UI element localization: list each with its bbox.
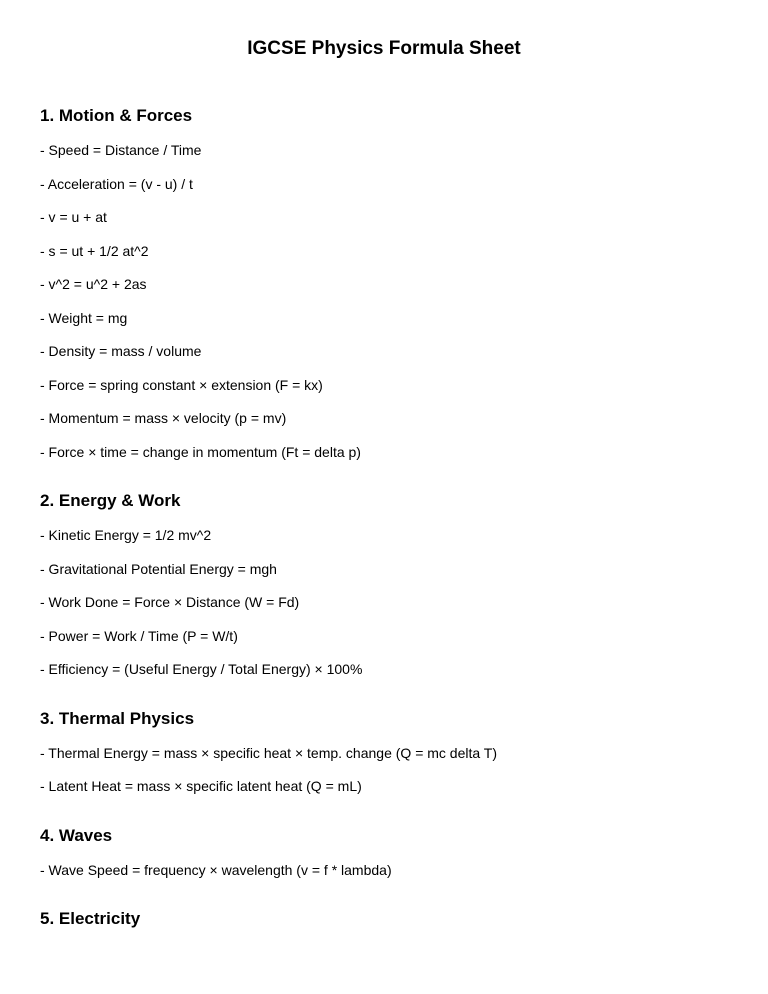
- section-heading-thermal-physics: 3. Thermal Physics: [40, 709, 195, 728]
- formula-line: - Wave Speed = frequency × wavelength (v = f * lambda): [40, 862, 392, 878]
- formula-line: - Momentum = mass × velocity (p = mv): [40, 410, 287, 426]
- section-heading-electricity: 5. Electricity: [40, 909, 141, 928]
- formula-line: - Force × time = change in momentum (Ft = delta p): [40, 444, 361, 460]
- formula-line: - Weight = mg: [40, 310, 128, 326]
- formula-line: - Work Done = Force × Distance (W = Fd): [40, 594, 300, 610]
- section-heading-motion-forces: 1. Motion & Forces: [40, 106, 193, 125]
- formula-line: - Thermal Energy = mass × specific heat × temp. change (Q = mc delta T): [40, 745, 498, 761]
- section-heading-waves: 4. Waves: [40, 826, 113, 845]
- formula-line: - Force = spring constant × extension (F = kx): [40, 377, 323, 393]
- formula-line: - Acceleration = (v - u) / t: [40, 176, 193, 192]
- page-title: IGCSE Physics Formula Sheet: [247, 38, 521, 59]
- formula-line: - v^2 = u^2 + 2as: [40, 276, 147, 292]
- formula-line: - v = u + at: [40, 209, 107, 225]
- formula-line: - Efficiency = (Useful Energy / Total Energy) × 100%: [40, 661, 363, 677]
- section-heading-energy-work: 2. Energy & Work: [40, 491, 181, 510]
- formula-line: - Gravitational Potential Energy = mgh: [40, 561, 277, 577]
- formula-line: - Speed = Distance / Time: [40, 142, 202, 158]
- formula-line: - Latent Heat = mass × specific latent heat (Q = mL): [40, 778, 362, 794]
- formula-line: - Density = mass / volume: [40, 343, 202, 359]
- formula-line: - s = ut + 1/2 at^2: [40, 243, 149, 259]
- formula-line: - Kinetic Energy = 1/2 mv^2: [40, 527, 212, 543]
- formula-line: - Power = Work / Time (P = W/t): [40, 628, 238, 644]
